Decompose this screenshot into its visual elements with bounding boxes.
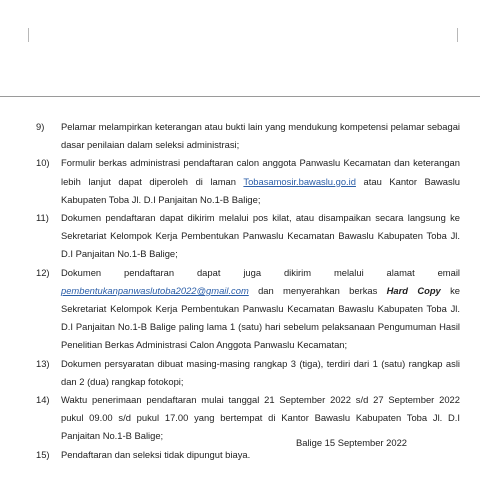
email-link[interactable]: pembentukanpanwaslutoba2022@gmail.com	[61, 284, 249, 296]
hard-copy-emphasis: Hard Copy	[386, 284, 441, 296]
item-number: 12)	[36, 266, 50, 278]
list-item	[36, 355, 460, 391]
item-text	[61, 264, 460, 355]
item-text-part: ke Sekretariat Kelompok Kerja Pembentukan Panwaslu Kecamatan Bawaslu Kabupaten Toba Jl. D.I Panjaitan No.1-B Balige paling lama 1 (satu) hari sebelum pelaksanaan Pengumuman Hasil Penelitian Berkas Administrasi Calon Anggota Panwaslu Kecamatan;	[61, 284, 460, 351]
item-text: Waktu penerimaan pendaftaran mulai tanggal 21 September 2022 s/d 27 September 2022 pukul 09.00 s/d pukul 17.00 yang bertempat di Kantor Bawaslu Kabupaten Toba Jl. D.I Panjaitan No.1-B Balige;	[61, 394, 460, 442]
item-text-part: Formulir berkas administrasi pendaftaran calon anggota Panwaslu Kecamatan dan keterangan lebih lanjut dapat diperoleh di laman	[61, 157, 460, 187]
list-item	[36, 154, 460, 209]
requirements-list	[36, 118, 460, 464]
item-text-part: Dokumen pendaftaran dapat juga dikirim melalui alamat email	[61, 266, 460, 278]
list-item	[36, 118, 460, 154]
item-number: 11)	[36, 212, 49, 224]
item-number: 10)	[36, 157, 50, 169]
list-item	[36, 209, 460, 264]
item-number: 9)	[36, 121, 45, 132]
item-text	[61, 154, 460, 209]
item-number: 13)	[36, 357, 50, 369]
margin-corner-mark-right	[457, 28, 468, 42]
website-link[interactable]: Tobasamosir.bawaslu.go.id	[243, 175, 356, 187]
item-text-part: atau Kantor Bawaslu Kabupaten Toba Jl. D.I Panjaitan No.1-B Balige;	[61, 175, 460, 205]
item-text-part: dan menyerahkan berkas	[248, 284, 387, 296]
list-item	[36, 264, 460, 355]
item-text: Pendaftaran dan seleksi tidak dipungut biaya.	[61, 448, 251, 460]
page-break-line	[0, 96, 480, 97]
item-text: Pelamar melampirkan keterangan atau bukti lain yang mendukung kompetensi pelamar sebagai dasar penilaian dalam seleksi administrasi;	[61, 121, 460, 151]
item-number: 15)	[36, 448, 50, 460]
item-text: Dokumen pendaftaran dapat dikirim melalui pos kilat, atau disampaikan secara langsung ke Sekretariat Kelompok Kerja Pembentukan Panwaslu Kecamatan Bawaslu Kabupaten Toba Jl. D.I Panjaitan No.1-B Balige;	[61, 212, 460, 260]
item-number: 14)	[36, 394, 50, 406]
signature-place-date: Balige 15 September 2022	[296, 437, 408, 448]
item-text: Dokumen persyaratan dibuat masing-masing rangkap 3 (tiga), terdiri dari 1 (satu) rangkap asli dan 2 (dua) rangkap fotokopi;	[61, 357, 460, 387]
margin-corner-mark-left	[18, 28, 29, 42]
